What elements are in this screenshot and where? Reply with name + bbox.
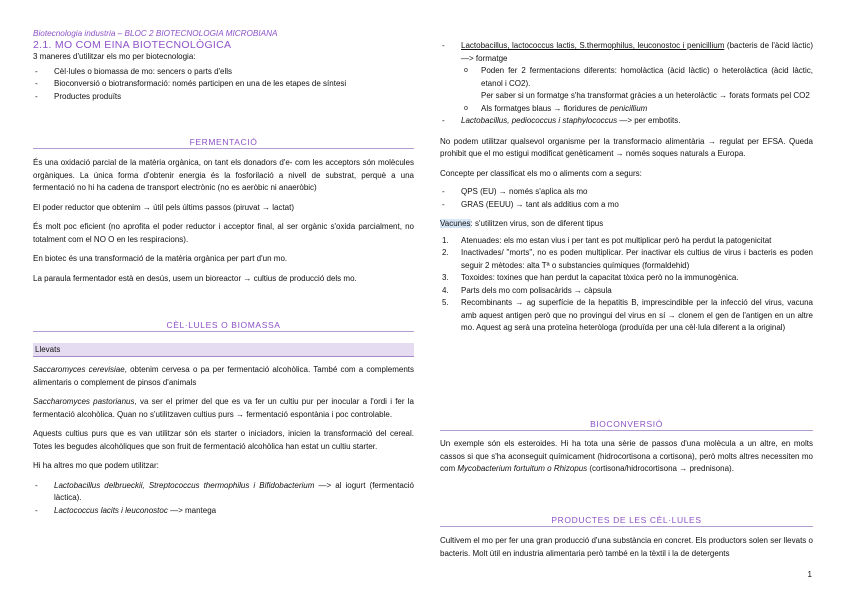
efsa-paragraph: No podem utilitzar qualsevol organisme per la transformacio alimentària → regulat per EFSA. Queda prohibit que el mo estigui modificat genèticament → només soques naturals a Europa.: [440, 136, 813, 158]
list-item: - Lactobacillus, pediococcus i staphylococcus —> per embotits.: [442, 116, 681, 125]
biomassa-paragraph: Hi ha altres mo que podem utilitzar:: [33, 461, 159, 470]
list-item: - Lactococcus lacits i leuconostoc —> mantega: [35, 505, 217, 515]
biomassa-paragraph: Saccharomyces pastorianus, va ser el primer del que es va fer un cultiu pur per inocular a l'ordi i fer la fermentació alcohòlica. Quan no s'utilitzaven cultius purs → fermentació espontània i poc controlable.: [33, 397, 414, 419]
list-item: o Als formatges blaus → floridures de penicillium: [464, 103, 648, 113]
list-item: - Productes produïts: [35, 91, 122, 101]
list-item: - Bioconversió o biotransformació: només participen en una de les etapes de síntesi: [35, 79, 347, 88]
list-item: - Cèl·lules o biomassa de mo: sencers o parts d'ells: [35, 66, 233, 76]
productes-paragraph: Cultivem el mo per fer una gran producció d'una substància en concret. Els productors solen ser llevats o bacteris. Molt útil en industria alimentaria però també en la tèxtil i la de detergents: [440, 536, 813, 558]
list-item: 5. Recombinants → ag superfície de la hepatitis B, imprescindible per la infecció del virus, vacuna amb aquest antigen però que no provingui del virus en sí → clonem el gen de l'antigen en un altre mo. Aquest ag serà una proteïna heteròloga (produïda per una cèl·lula diferent a la original): [442, 298, 813, 332]
list-item: - Lactobacillus, lactococcus lactis, S.thermophilus, leuconostoc i penicillium (bacteris de l'àcid làctic)—> formatge: [442, 41, 813, 63]
efsa-list: [440, 186, 813, 211]
list-item: 3. Toxoides: toxines que han perdut la capacitat tòxica però no la immunogènica.: [442, 273, 739, 282]
efsa-paragraph: Concepte per classificat els mo o aliments com a segurs:: [440, 168, 642, 178]
list-item: - Lactobacillus delbrueckii, Streptococcus thermophilus i Bifidobacterium —> al iogurt (fermentació làctica).: [35, 480, 415, 502]
bioconversio-paragraph: Un exemple són els esteroides. Hi ha tota una sèrie de passos d'una molècula a un altre, en molts cassos si que s'ha aconseguit químicament (hidrocortisona a cortisona), però molts altres necessiten mo com Mycobacterium fortuitum o Rhizopus (cortisona/hidrocortisona → prednisona).: [440, 439, 813, 473]
llevats-bar: Llevats: [33, 343, 414, 357]
fermentacio-paragraph: En biotec és una transformació de la matèria orgànica per part d'un mo.: [33, 254, 288, 263]
cheese-list: [440, 40, 813, 128]
intro-list: [33, 66, 414, 104]
section-heading-bioconversio: BIOCONVERSIÓ: [440, 419, 813, 431]
vacunes-intro: Vacunes: s'utilitzen virus, son de diferent tipus: [440, 219, 604, 228]
list-item: 1. Atenuades: els mo estan vius i per tant es pot multiplicar però ha perdut la patogenicitat: [442, 235, 772, 245]
fermentacio-paragraph: El poder reductor que obtenim → útil pels últims passos (piruvat → lactat): [33, 202, 295, 212]
biomassa-paragraph: Saccaromyces cerevisiae, obtenim cervesa o pa per fermentació alcohòlica. També com a complements alimentaris o complement de pinsos d'animals: [33, 365, 414, 387]
page-number: 1: [807, 570, 812, 579]
section-heading-fermentacio: FERMENTACIÓ: [33, 137, 414, 149]
bloc-title: Biotecnologia industria – BLOC 2 BIOTECNOLOGIA MICROBIANA: [33, 29, 278, 38]
biomassa-list: [33, 480, 414, 518]
list-item: - GRAS (EEUU) → tant als additius com a mo: [442, 199, 619, 209]
list-item: 2. Inactivades/ "morts", no es poden multiplicar. Per inactivar els cultius de virus i bacteris es poden seguir 2 mètodes: alta Tª o substancies químiques (formaldehid): [442, 248, 813, 270]
intro-text: 3 maneres d'utilitzar els mo per biotecnologia:: [33, 52, 196, 61]
fermentacio-paragraph: És molt poc eficient (no aprofita el poder reductor i acceptor final, al ser orgànic s'oxida parcialment, no totalment com el NO O en les respiracions).: [33, 222, 414, 244]
vacunes-list: [440, 235, 813, 335]
list-item: 4. Parts dels mo com polisacàrids → càpsula: [442, 285, 612, 295]
fermentacio-paragraph: La paraula fermentador està en desús, usem un bioreactor → cultius de producció dels mo.: [33, 273, 357, 283]
section-title: 2.1. MO COM EINA BIOTECNOLÒGICA: [33, 39, 232, 51]
list-item: o Poden fer 2 fermentacions diferents: homolàctica (àcid làctic) o heterolàctica (àcid làctic, etanol i CO2). Per saber si un formatge s'ha transformat gràcies a un heterolàctic → forats formats pel CO2: [464, 66, 813, 100]
section-heading-biomassa: CÈL·LULES O BIOMASSA: [33, 320, 414, 332]
fermentacio-paragraph: És una oxidació parcial de la matèria orgànica, on tant els donadors d'e- com les acceptors són molècules orgàniques. La única forma d'obtenir energia és la fosforilació a nivell de substrat, perquè a una fermentació no hi ha cadena de transport electrònic (no es aeròbic ni anaeròbic): [33, 158, 414, 192]
list-item: - QPS (EU) → només s'aplica als mo: [442, 187, 588, 196]
biomassa-paragraph: Aquests cultius purs que es van utilitzar són els starter o iniciadors, inicien la transformació del cereal. Totes les begudes alcohòliques que son fruit de fermentació alcohòlica han estat un cultiu starter.: [33, 429, 414, 451]
section-heading-productes: PRODUCTES DE LES CÈL·LULES: [440, 515, 813, 527]
